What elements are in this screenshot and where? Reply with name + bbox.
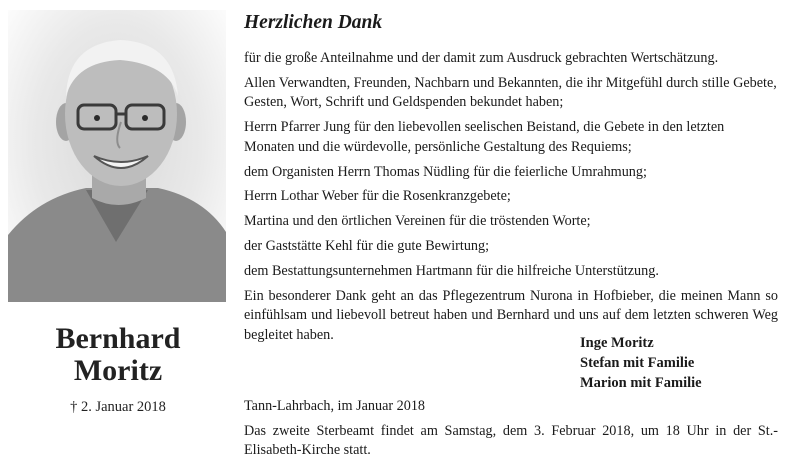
- paragraph: der Gaststätte Kehl für die gute Bewirtung;: [244, 238, 490, 255]
- paragraph: Allen Verwandten, Freunden, Nachbarn und Bekannten, die ihr Mitgefühl durch stille Gebete, Gesten, Wort, Schrift und Geldspenden bekundet haben;: [244, 74, 777, 111]
- portrait-icon: [8, 10, 226, 302]
- paragraph: dem Bestattungsunternehmen Hartmann für die hilfreiche Unterstützung.: [244, 263, 659, 280]
- portrait-photo: [8, 10, 226, 302]
- notice-title: Herzlichen Dank: [244, 12, 383, 33]
- paragraph: für die große Anteilnahme und der damit zum Ausdruck gebrachten Wertschätzung.: [244, 50, 719, 66]
- place-date: Tann-Lahrbach, im Januar 2018: [244, 398, 426, 414]
- deceased-last-name: Moritz: [73, 354, 163, 387]
- death-date: † 2. Januar 2018: [70, 399, 166, 415]
- signer: Marion mit Familie: [580, 375, 702, 391]
- notice-body: [244, 49, 778, 351]
- signer: Stefan mit Familie: [580, 355, 695, 371]
- deceased-first-name: Bernhard: [55, 322, 181, 355]
- paragraph: Martina und den örtlichen Vereinen für die tröstenden Worte;: [244, 213, 591, 230]
- paragraph: Herrn Lothar Weber für die Rosenkranzgebete;: [244, 188, 511, 205]
- signers: [580, 333, 702, 393]
- paragraph: Ein besonderer Dank geht an das Pflegezentrum Nurona in Hofbieber, die meinen Mann so einfühlsam und liebevoll betreut haben und Bernhard und uns auf dem letzten schweren Weg begleitet haben.: [244, 288, 778, 343]
- paragraph: Herrn Pfarrer Jung für den liebevollen seelischen Beistand, die Gebete in den letzten Monaten und die würdevolle, persönliche Gestaltung des Requiems;: [244, 119, 725, 155]
- signer: Inge Moritz: [580, 335, 654, 351]
- service-note: Das zweite Sterbeamt findet am Samstag, dem 3. Februar 2018, um 18 Uhr in der St.-Elisabeth-Kirche statt.: [244, 423, 778, 459]
- paragraph: dem Organisten Herrn Thomas Nüdling für die feierliche Umrahmung;: [244, 163, 647, 180]
